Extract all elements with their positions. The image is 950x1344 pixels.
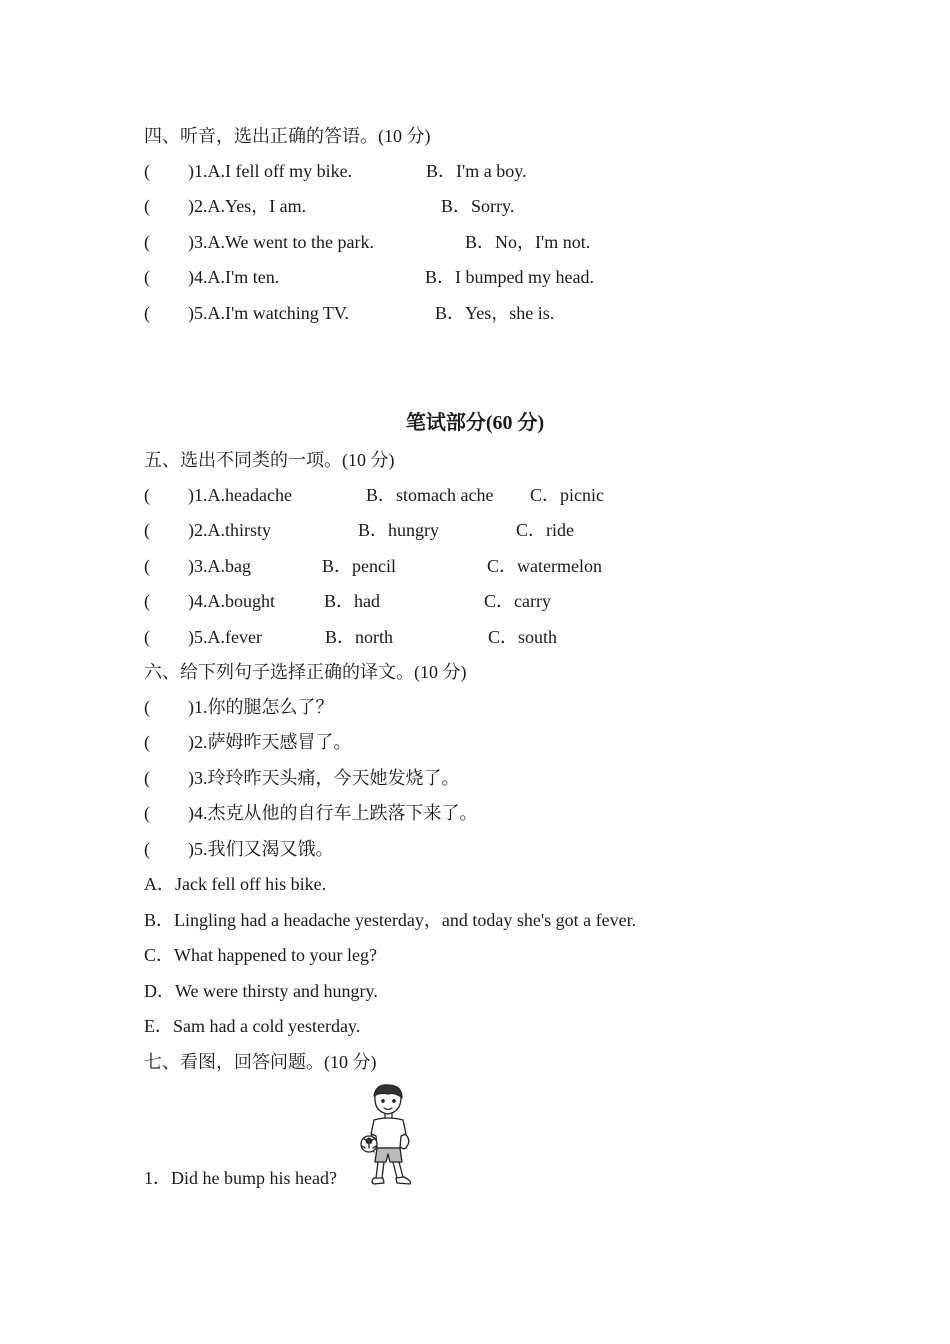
answer-paren[interactable]: ( (144, 556, 150, 576)
question-text: )1.你的腿怎么了？ (188, 697, 334, 717)
option-c: C．watermelon (487, 556, 602, 576)
option-a: )2.A.thirsty (188, 520, 271, 540)
s6-option-d: D．We were thirsty and hungry. (144, 981, 378, 1001)
boy-with-ball-illustration (350, 1082, 422, 1188)
section6-heading: 六、给下列句子选择正确的译文。(10 分) (144, 662, 467, 682)
s6-option-c: C．What happened to your leg? (144, 945, 377, 965)
option-b: B．I bumped my head. (425, 267, 594, 287)
option-b: B．Yes，she is. (435, 303, 555, 323)
option-c: C．ride (516, 520, 574, 540)
option-a: )1.A.headache (188, 485, 292, 505)
s6-option-a: A．Jack fell off his bike. (144, 874, 327, 894)
option-b: B．hungry (358, 520, 439, 540)
option-c: C．picnic (530, 485, 604, 505)
answer-paren[interactable]: ( (144, 196, 150, 216)
written-part-title: 笔试部分(60 分) (405, 412, 545, 434)
answer-paren[interactable]: ( (144, 803, 150, 823)
answer-paren[interactable]: ( (144, 520, 150, 540)
section7-heading: 七、看图，回答问题。(10 分) (144, 1052, 377, 1072)
question-text: )2.萨姆昨天感冒了。 (188, 732, 352, 752)
option-a: )1.A.I fell off my bike. (188, 161, 353, 181)
option-b: B．had (324, 591, 380, 611)
option-a: )3.A.bag (188, 556, 251, 576)
answer-paren[interactable]: ( (144, 232, 150, 252)
option-b: B．stomach ache (366, 485, 494, 505)
option-a: )2.A.Yes，I am. (188, 196, 307, 216)
option-c: C．carry (484, 591, 551, 611)
question-text: )5.我们又渴又饿。 (188, 839, 334, 859)
option-a: )5.A.I'm watching TV. (188, 303, 350, 323)
option-c: C．south (488, 627, 558, 647)
option-b: B．Sorry. (441, 196, 515, 216)
answer-paren[interactable]: ( (144, 697, 150, 717)
answer-paren[interactable]: ( (144, 768, 150, 788)
question-text: )4.杰克从他的自行车上跌落下来了。 (188, 803, 478, 823)
answer-paren[interactable]: ( (144, 732, 150, 752)
option-a: )4.A.bought (188, 591, 275, 611)
section4-heading: 四、听音，选出正确的答语。(10 分) (144, 126, 431, 146)
answer-paren[interactable]: ( (144, 485, 150, 505)
question-text: )3.玲玲昨天头痛，今天她发烧了。 (188, 768, 460, 788)
option-a: )5.A.fever (188, 627, 262, 647)
answer-paren[interactable]: ( (144, 591, 150, 611)
option-a: )4.A.I'm ten. (188, 267, 280, 287)
option-b: B．I'm a boy. (426, 161, 527, 181)
s6-option-e: E．Sam had a cold yesterday. (144, 1016, 361, 1036)
answer-paren[interactable]: ( (144, 839, 150, 859)
section5-heading: 五、选出不同类的一项。(10 分) (144, 450, 395, 470)
answer-paren[interactable]: ( (144, 267, 150, 287)
answer-paren[interactable]: ( (144, 303, 150, 323)
answer-paren[interactable]: ( (144, 627, 150, 647)
s6-option-b: B．Lingling had a headache yesterday，and today she's got a fever. (144, 910, 637, 930)
answer-paren[interactable]: ( (144, 161, 150, 181)
option-a: )3.A.We went to the park. (188, 232, 374, 252)
s7-question-1: 1．Did he bump his head? (144, 1168, 337, 1188)
option-b: B．pencil (322, 556, 396, 576)
option-b: B．north (325, 627, 394, 647)
option-b: B．No，I'm not. (465, 232, 591, 252)
